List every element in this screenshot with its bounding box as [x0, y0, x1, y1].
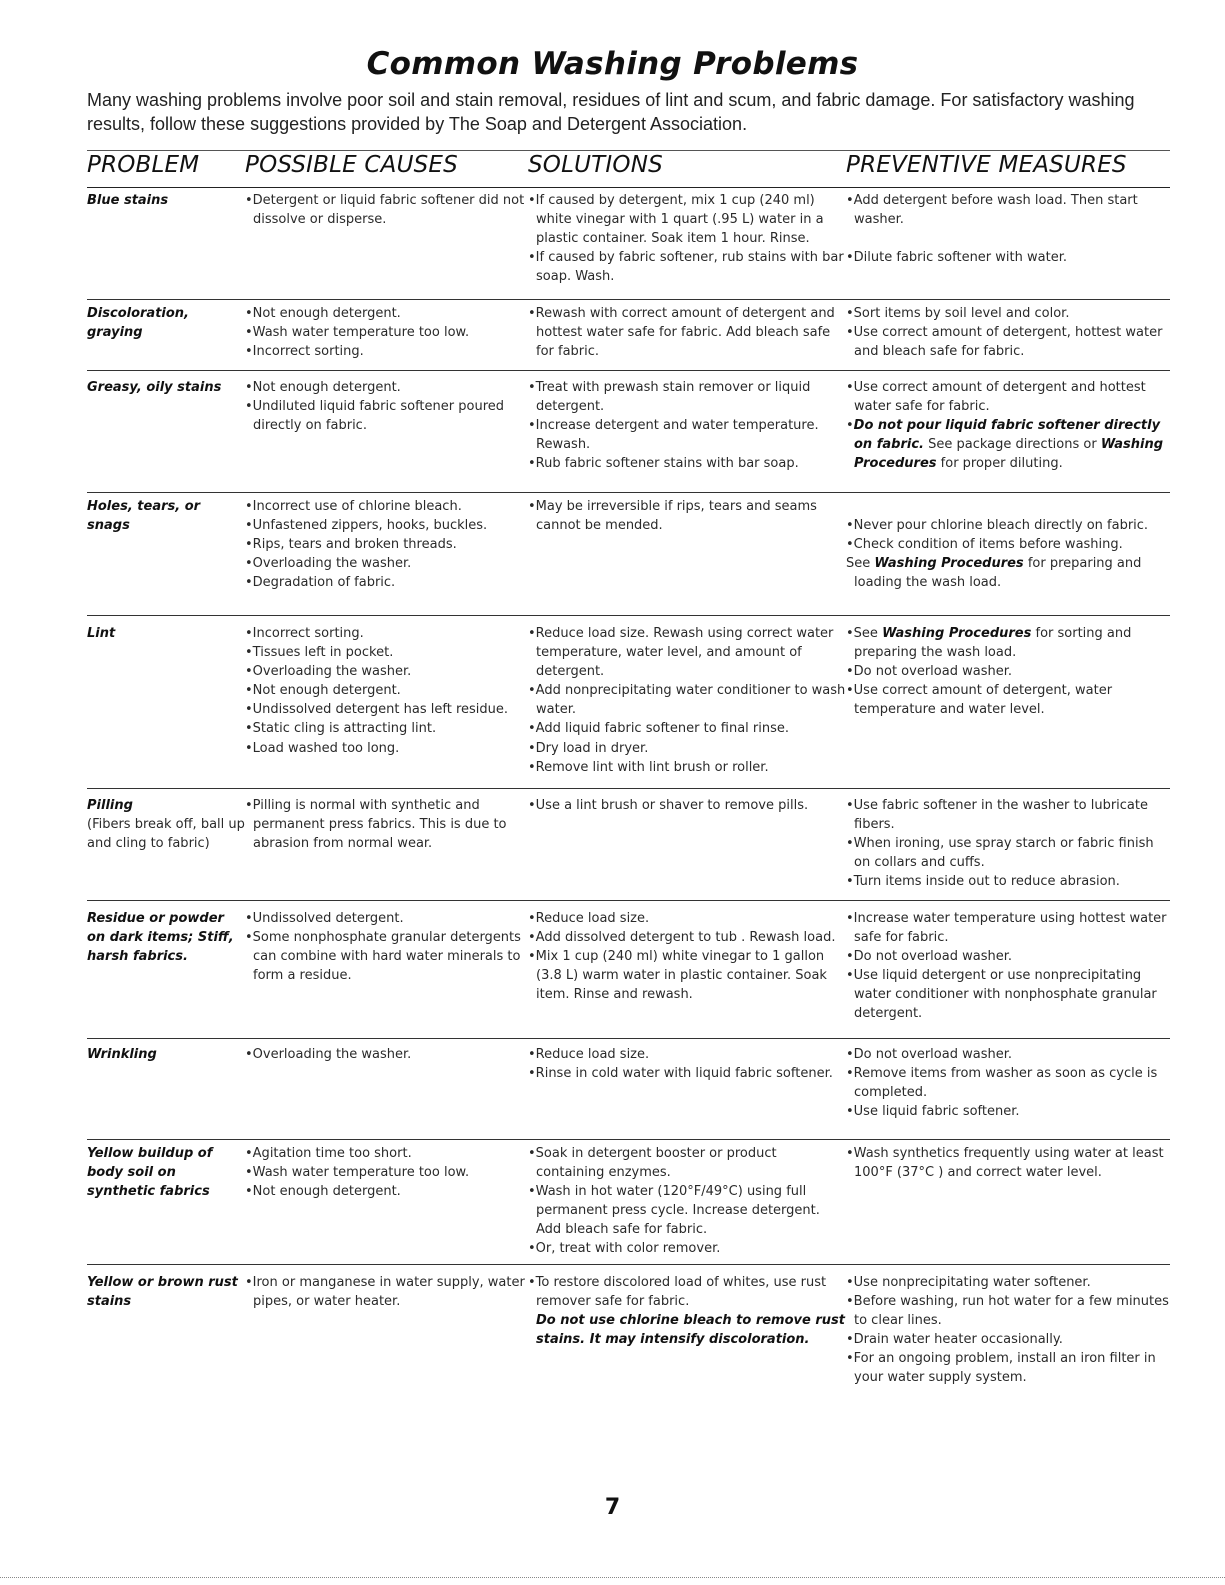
problem-cell: [87, 497, 245, 535]
solution-item: •Add nonprecipitating water conditioner to wash water.: [528, 683, 846, 718]
solution-item: •To restore discolored load of whites, use rust remover safe for fabric.: [528, 1275, 827, 1310]
preventive-item: •Dilute fabric softener with water.: [846, 250, 1067, 266]
solutions-cell: [528, 1273, 846, 1349]
header-preventive-measures: PREVENTIVE MEASURES: [846, 152, 1127, 178]
solutions-cell: [528, 378, 846, 473]
problem-name: Greasy, oily stains: [87, 380, 222, 395]
cause-item: •Static cling is attracting lint.: [245, 721, 437, 737]
causes-cell: [245, 378, 527, 435]
solution-item: •Rewash with correct amount of detergent and hottest water safe for fabric. Add bleach safe for fabric.: [528, 306, 835, 360]
washing-procedures-reference: Washing Procedures: [854, 437, 1164, 472]
table-row: [87, 1140, 1170, 1265]
preventive-item: •Sort items by soil level and color.: [846, 306, 1070, 321]
preventive-item: •Use fabric softener in the washer to lubricate fibers.: [846, 798, 1148, 833]
solution-item: •Reduce load size.: [528, 911, 650, 926]
preventive-item: •Use liquid detergent or use nonprecipitating water conditioner with nonphosphate granular detergent.: [846, 968, 1157, 1022]
problem-name: Discoloration, graying: [87, 306, 189, 341]
preventive-cell: [846, 497, 1170, 592]
problem-name: Yellow buildup of body soil on synthetic fabrics: [87, 1146, 213, 1200]
problem-cell: [87, 191, 245, 210]
preventive-cell: [846, 191, 1170, 267]
table-row: [87, 1269, 1170, 1399]
cause-item: •Not enough detergent.: [245, 683, 401, 699]
preventive-cell: [846, 1273, 1170, 1388]
table-row: [87, 905, 1170, 1039]
preventive-cell: [846, 1045, 1170, 1121]
cause-item: •Overloading the washer.: [245, 664, 412, 680]
problem-name: Blue stains: [87, 193, 169, 208]
problem-subtext: (Fibers break off, ball up and cling to fabric): [87, 817, 245, 852]
problem-name: Yellow or brown rust stains: [87, 1275, 238, 1310]
preventive-item: •Before washing, run hot water for a few minutes to clear lines.: [846, 1294, 1169, 1329]
problem-name: Holes, tears, or snags: [87, 499, 201, 534]
cause-item: •Rips, tears and broken threads.: [245, 537, 457, 553]
table-row: [87, 187, 1170, 300]
cause-item: •Overloading the washer.: [245, 1047, 412, 1062]
preventive-cell: [846, 909, 1170, 1024]
cause-item: •Undissolved detergent.: [245, 911, 404, 926]
washing-procedures-reference: Washing Procedures: [874, 556, 1024, 572]
chlorine-warning: Do not use chlorine bleach to remove rust stains. It may intensify discoloration.: [536, 1313, 845, 1348]
preventive-item: •Wash synthetics frequently using water at least 100°F (37°C ) and correct water level.: [846, 1146, 1164, 1181]
cause-item: •Incorrect sorting.: [245, 344, 364, 360]
preventive-item: •Do not pour liquid fabric softener directly on fabric. See package directions or Washing Procedures for proper diluting.: [846, 418, 1164, 472]
solution-item: •Treat with prewash stain remover or liquid detergent.: [528, 380, 811, 415]
preventive-item: •Never pour chlorine bleach directly on fabric.: [846, 518, 1149, 533]
solution-item: •Reduce load size.: [528, 1047, 650, 1062]
page-title: Common Washing Problems: [366, 46, 859, 82]
preventive-item: •Do not overload washer.: [846, 1047, 1012, 1062]
table-row: [87, 300, 1170, 371]
cause-item: •Pilling is normal with synthetic and permanent press fabrics. This is due to abrasion from normal wear.: [245, 798, 507, 852]
table-row: [87, 792, 1170, 901]
solution-item: •Add liquid fabric softener to final rinse.: [528, 721, 790, 737]
cause-item: •Not enough detergent.: [245, 380, 401, 395]
solution-item: •Rub fabric softener stains with bar soap.: [528, 456, 799, 472]
cause-item: •Unfastened zippers, hooks, buckles.: [245, 518, 488, 534]
problem-cell: [87, 796, 245, 853]
header-problem: PROBLEM: [87, 152, 200, 178]
problem-cell: [87, 1273, 245, 1311]
problem-name: Wrinkling: [87, 1047, 157, 1062]
perforation-line: [0, 1577, 1225, 1578]
solution-item: •Soak in detergent booster or product containing enzymes.: [528, 1146, 777, 1181]
cause-item: •Load washed too long.: [245, 740, 400, 756]
cause-item: •Wash water temperature too low.: [245, 1165, 470, 1181]
page-number: 7: [604, 1495, 621, 1520]
preventive-item: •Turn items inside out to reduce abrasion.: [846, 874, 1120, 890]
preventive-item: •Do not overload washer.: [846, 949, 1012, 965]
preventive-cell: [846, 796, 1170, 891]
table-row: [87, 620, 1170, 789]
cause-item: •Degradation of fabric.: [245, 575, 396, 591]
cause-item: •Incorrect use of chlorine bleach.: [245, 499, 462, 514]
cause-item: •Undissolved detergent has left residue.: [245, 702, 509, 718]
causes-cell: [245, 796, 527, 853]
causes-cell: [245, 191, 527, 229]
cause-item: •Agitation time too short.: [245, 1146, 412, 1161]
causes-cell: [245, 497, 527, 592]
cause-item: •Undiluted liquid fabric softener poured directly on fabric.: [245, 399, 504, 434]
preventive-item: •Use liquid fabric softener.: [846, 1104, 1020, 1120]
causes-cell: [245, 909, 527, 985]
table-header: [87, 150, 1170, 188]
solutions-cell: [528, 304, 846, 361]
preventive-item: •Check condition of items before washing.: [846, 537, 1123, 553]
solutions-cell: [528, 1144, 846, 1259]
solution-item: •Increase detergent and water temperature. Rewash.: [528, 418, 819, 453]
preventive-item: •Use correct amount of detergent and hottest water safe for fabric.: [846, 380, 1146, 415]
cause-item: •Wash water temperature too low.: [245, 325, 470, 341]
cause-item: •Not enough detergent.: [245, 1184, 401, 1200]
solution-item: •Reduce load size. Rewash using correct water temperature, water level, and amount of detergent.: [528, 626, 834, 680]
problem-cell: [87, 909, 245, 966]
solution-item: •Or, treat with color remover.: [528, 1241, 721, 1257]
warning-emphasis: Do not pour liquid fabric softener directly on fabric.: [853, 418, 1161, 453]
cause-item: •Tissues left in pocket.: [245, 645, 394, 661]
problem-name: Residue or powder on dark items; Stiff, harsh fabrics.: [87, 911, 234, 965]
cause-item: •Incorrect sorting.: [245, 626, 364, 641]
solution-item: •Dry load in dryer.: [528, 740, 649, 756]
cause-item: •Iron or manganese in water supply, water pipes, or water heater.: [245, 1275, 525, 1310]
causes-cell: [245, 624, 527, 758]
solutions-cell: [528, 1045, 846, 1083]
intro-paragraph: Many washing problems involve poor soil and stain removal, residues of lint and scum, and fabric damage. For satisfactory washing results, follow these suggestions provided by The Soap and Detergent Association.: [87, 90, 1135, 134]
solution-item: •Rinse in cold water with liquid fabric softener.: [528, 1066, 833, 1082]
problem-cell: [87, 1045, 245, 1064]
preventive-item: •Do not overload washer.: [846, 664, 1012, 680]
preventive-cell: [846, 1144, 1170, 1182]
causes-cell: [245, 1144, 527, 1201]
cause-item: •Overloading the washer.: [245, 556, 412, 572]
preventive-item: •Remove items from washer as soon as cycle is completed.: [846, 1066, 1158, 1101]
table-row: [87, 1041, 1170, 1140]
causes-cell: [245, 304, 527, 361]
problem-cell: [87, 378, 245, 397]
solutions-cell: [528, 909, 846, 1004]
problem-name: Pilling: [87, 798, 133, 813]
washing-procedures-reference: Washing Procedures: [882, 626, 1032, 641]
cause-item: •Detergent or liquid fabric softener did not dissolve or disperse.: [245, 193, 525, 228]
solution-item: •Mix 1 cup (240 ml) white vinegar to 1 gallon (3.8 L) warm water in plastic container. Soak item. Rinse and rewash.: [528, 949, 827, 1003]
preventive-cell: [846, 304, 1170, 361]
problem-cell: [87, 1144, 245, 1201]
cause-item: •Not enough detergent.: [245, 306, 401, 321]
solution-item: •Remove lint with lint brush or roller.: [528, 759, 769, 775]
preventive-item: •Add detergent before wash load. Then start washer.: [846, 193, 1138, 228]
preventive-item: See Washing Procedures for preparing and loading the wash load.: [846, 556, 1142, 591]
solution-item: •Wash in hot water (120°F/49°C) using full permanent press cycle. Increase detergent. Add bleach safe for fabric.: [528, 1184, 820, 1238]
solution-item: •If caused by fabric softener, rub stains with bar soap. Wash.: [528, 250, 844, 285]
solutions-cell: [528, 624, 846, 777]
preventive-item: •Use correct amount of detergent, water temperature and water level.: [846, 683, 1113, 718]
preventive-item: •For an ongoing problem, install an iron filter in your water supply system.: [846, 1351, 1156, 1386]
solutions-cell: [528, 796, 846, 815]
causes-cell: [245, 1045, 527, 1064]
preventive-item: •When ironing, use spray starch or fabric finish on collars and cuffs.: [846, 836, 1154, 871]
problem-name: Lint: [87, 626, 116, 641]
problem-cell: [87, 624, 245, 643]
preventive-cell: [846, 378, 1170, 473]
table-row: [87, 374, 1170, 493]
solution-item: •Use a lint brush or shaver to remove pills.: [528, 798, 809, 813]
solutions-cell: [528, 497, 846, 535]
preventive-item: •Use nonprecipitating water softener.: [846, 1275, 1091, 1290]
preventive-item: •Use correct amount of detergent, hottest water and bleach safe for fabric.: [846, 325, 1163, 360]
solution-item: •If caused by detergent, mix 1 cup (240 ml) white vinegar with 1 quart (.95 L) water in a plastic container. Soak item 1 hour. Rinse.: [528, 193, 824, 247]
cause-item: •Some nonphosphate granular detergents can combine with hard water minerals to form a residue.: [245, 930, 521, 984]
causes-cell: [245, 1273, 527, 1311]
table-row: [87, 493, 1170, 616]
preventive-item: •Increase water temperature using hottest water safe for fabric.: [846, 911, 1167, 946]
header-solutions: SOLUTIONS: [528, 152, 663, 178]
header-possible-causes: POSSIBLE CAUSES: [245, 152, 458, 178]
preventive-cell: [846, 624, 1170, 719]
preventive-item: •See Washing Procedures for sorting and preparing the wash load.: [846, 626, 1132, 661]
problem-cell: [87, 304, 245, 342]
solution-item: •Add dissolved detergent to tub . Rewash load.: [528, 930, 836, 946]
solutions-cell: [528, 191, 846, 286]
preventive-item: •Drain water heater occasionally.: [846, 1332, 1063, 1348]
solution-item: •May be irreversible if rips, tears and seams cannot be mended.: [528, 499, 817, 534]
